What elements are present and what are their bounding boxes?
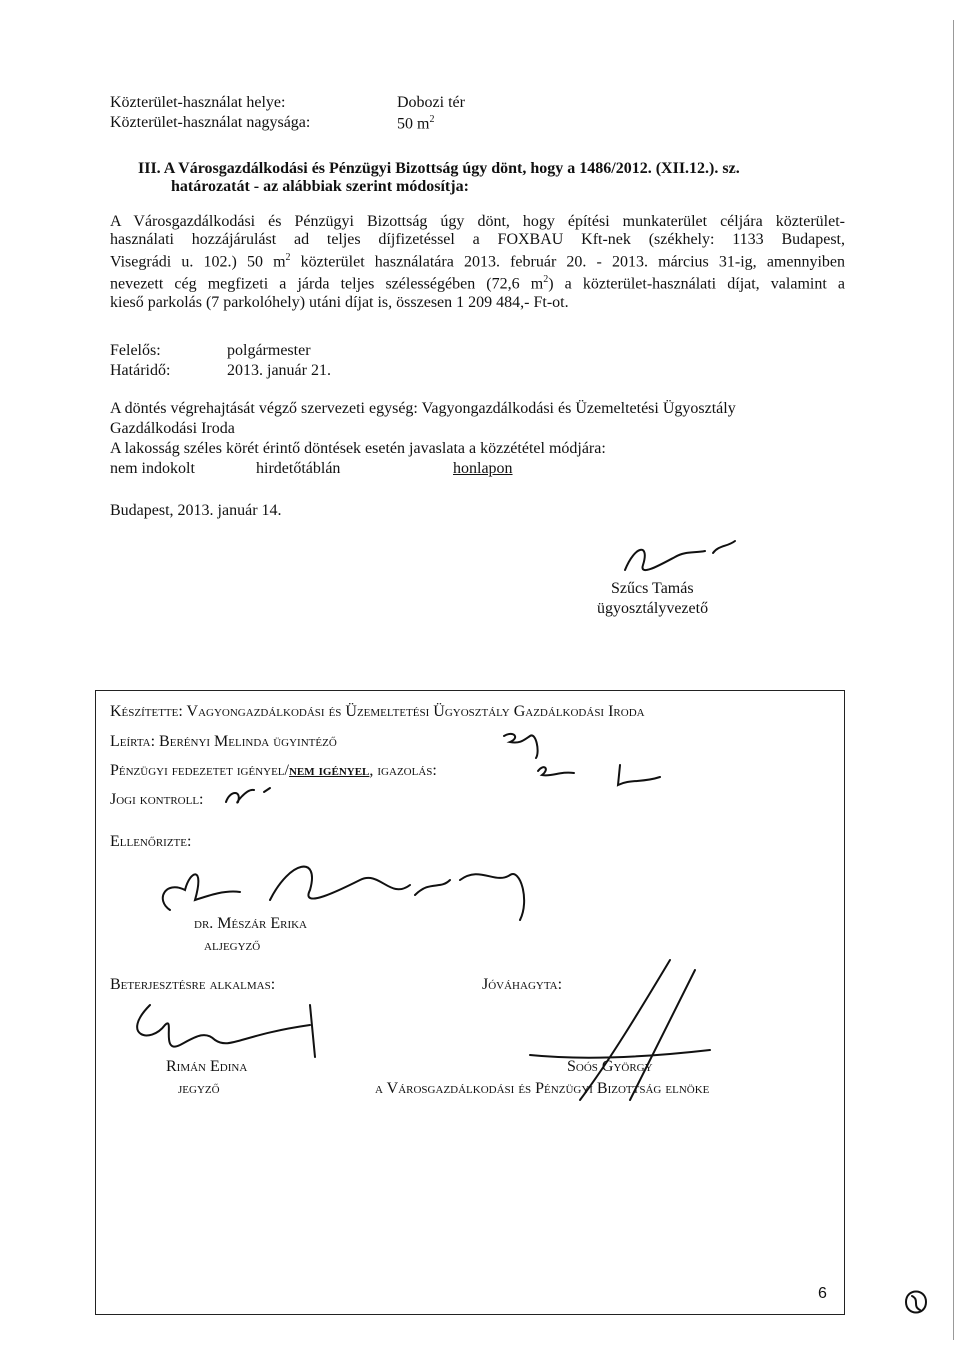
approval-box xyxy=(95,690,845,1315)
date-line: Budapest, 2013. január 14. xyxy=(110,502,282,519)
deputy-title: aljegyző xyxy=(204,937,261,954)
execution-line1: A döntés végrehajtását végző szervezeti egység: Vagyongazdálkodási és Üzemeltetési Ügyosztály xyxy=(110,400,736,417)
checked-by: Ellenőrizte: xyxy=(110,833,192,850)
page-number: 6 xyxy=(818,1285,827,1302)
scan-edge xyxy=(953,20,954,1340)
deadline-label: Határidő: xyxy=(110,362,171,379)
responsible-label: Felelős: xyxy=(110,342,161,359)
notary-name: Rimán Edina xyxy=(166,1058,248,1075)
signature-mark xyxy=(615,535,755,585)
size-value: 50 $m^2$ xyxy=(397,114,435,133)
publish-option-website: honlapon xyxy=(453,460,513,477)
prepared-by: Készítette: Vagyongazdálkodási és Üzemeltetési Ügyosztály Gazdálkodási Iroda xyxy=(110,703,645,720)
legal-control: Jogi kontroll: xyxy=(110,791,204,808)
decision-line: nevezett cég megfizeti a járda teljes szélességében (72,6 $m^2$) a közterület-használati díjat, valamint a xyxy=(110,274,846,293)
deputy-name: dr. Mészár Erika xyxy=(194,915,308,932)
signatory-name: Szűcs Tamás xyxy=(611,580,694,597)
decision-line: A Városgazdálkodási és Pénzügyi Bizottság úgy dönt, hogy építési munkaterület céljára közterület- xyxy=(110,213,845,230)
publish-option-not-justified: nem indokolt xyxy=(110,460,195,477)
approved-label: Jóváhagyta: xyxy=(482,976,563,993)
decision-paragraph xyxy=(110,213,845,312)
notary-title: jegyző xyxy=(178,1080,220,1097)
signatory-title: ügyosztályvezető xyxy=(597,600,709,617)
section-heading-line2: határozatát - az alábbiak szerint módosítja: xyxy=(171,178,469,195)
chair-name: Soós György xyxy=(567,1058,653,1075)
finance-line: Pénzügyi fedezetet igényel/nem igényel, igazolás: xyxy=(110,762,437,779)
chair-title: a Városgazdálkodási és Pénzügyi Bizottság elnöke xyxy=(375,1080,710,1097)
place-value: Dobozi tér xyxy=(397,94,465,111)
written-by: Leírta: Berényi Melinda ügyintéző xyxy=(110,733,337,750)
decision-line: használati hozzájárulást ad teljes díjfizetéssel a FOXBAU Kft-nek (székhely: 1133 Budapest, xyxy=(110,231,845,248)
decision-line: kieső parkolás (7 parkolóhely) utáni díjat is, összesen 1 209 484,- Ft-ot. xyxy=(110,293,569,311)
decision-line: Visegrádi u. 102.) 50 $m^2$ közterület használatára 2013. február 20. - 2013. március 31-ig, amennyiben xyxy=(110,252,846,271)
submit-label: Beterjesztésre alkalmas: xyxy=(110,976,276,993)
responsible-value: polgármester xyxy=(227,342,311,359)
section-heading-line1: III. A Városgazdálkodási és Pénzügyi Bizottság úgy dönt, hogy a 1486/2012. (XII.12.). sz. xyxy=(138,160,740,177)
execution-line2: Gazdálkodási Iroda xyxy=(110,420,235,437)
size-label: Közterület-használat nagysága: xyxy=(110,114,311,131)
place-label: Közterület-használat helye: xyxy=(110,94,286,111)
stamp-mark xyxy=(898,1282,934,1322)
publish-option-noticeboard: hirdetőtáblán xyxy=(256,460,341,477)
execution-line3: A lakosság széles körét érintő döntések esetén javaslata a közzététel módjára: xyxy=(110,440,606,457)
deadline-value: 2013. január 21. xyxy=(227,362,331,379)
